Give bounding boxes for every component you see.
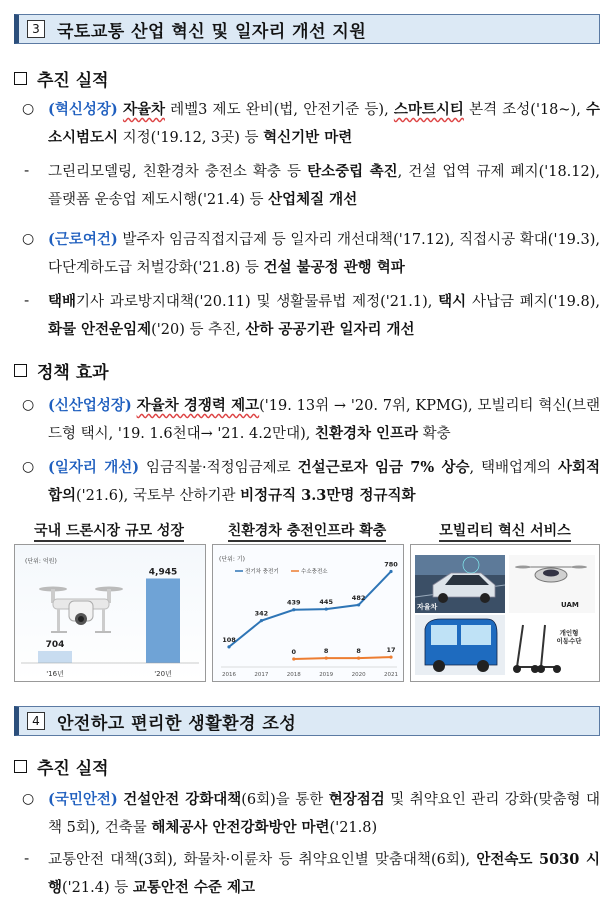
circle-bullet-icon: ○ [22,101,35,117]
ev-panel-title: 친환경차 충전인프라 확충 [212,520,402,540]
text: 레벨3 제도 완비(법, 안전기준 등), [164,102,394,118]
text: 친환경차 인프라 [314,425,419,442]
text: , 건설 업역 규제 폐지('18.12), 플랫폼 운송업 제도시행('21.4) 등 [48,164,601,208]
ev-point-label: 342 [254,609,269,618]
mobility-label-car: 자율차 [417,603,438,611]
ev-point [389,570,392,573]
text: 자율차 [122,101,165,118]
ev-point [357,657,360,660]
text: ('21.6), 국토부 산하기관 [76,488,241,504]
text: ('20) 등 추진, [151,322,246,338]
text: 사회적 합의 [48,459,600,504]
dash-bullet: - [24,163,30,179]
ev-x-tick: 2019 [319,672,334,678]
ev-point-label: 445 [319,598,333,607]
text: 임금직불·적정임금제로 [139,460,298,476]
ev-point-label: 8 [356,647,361,656]
section-4-title: 안전하고 편리한 생활환경 조성 [57,713,297,734]
text: ('21.4) 등 [62,880,133,896]
text: 안전속도 5030 시행 [48,851,600,896]
square-bullet-icon [14,364,27,377]
subhead-policy-effects [14,358,109,383]
drone-unit-label: (단위: 억원) [25,558,57,565]
section-3-number: 3 [27,20,45,38]
ev-point-label: 482 [351,593,366,602]
text: 교통안전 수준 제고 [132,879,255,896]
paragraph-traffic-safety [22,846,600,902]
ev-point [357,603,360,606]
ev-point-label: 0 [291,648,297,656]
text: (6회)을 통한 [241,792,329,808]
circle-bullet-icon: ○ [22,459,35,475]
text: 지정('19.12, 3곳) 등 [118,130,264,146]
drone-bar [146,578,180,663]
paragraph-public-safety [22,786,600,842]
text: 그린리모델링, 친환경차 충전소 확충 등 [48,164,308,180]
paragraph-jobs-improvement [22,454,600,510]
drone-x-label: '20년 [154,670,172,678]
text: 본격 조성('18~), [463,102,586,118]
subhead-policy-effects-label: 정책 효과 [37,363,109,383]
circle-bullet-icon: ○ [22,231,35,247]
paragraph-new-industry [22,392,600,448]
paragraph-carbon-neutral [22,158,600,214]
ev-point-label: 8 [323,647,329,656]
ev-point-label: 17 [386,646,396,655]
square-bullet-icon [14,760,27,773]
drone-bar-value: 4,945 [148,567,178,578]
text: 탄소중립 촉진 [307,163,398,180]
text: 건설근로자 임금 7% 상승 [297,459,470,476]
text: ('19. 13위 → '20. 7위, KPMG), 모빌리티 혁신(브랜드형 택시, '19. 1.6천대→ '21. 4.2만대), [48,398,600,442]
mobility-label-uam: UAM [561,601,579,609]
text: 현장점검 [328,791,385,808]
drone-bar-chart [15,545,205,681]
text: 기사 과로방지대책('20.11) 및 생활물류법 제정('21.1), [76,294,439,310]
square-bullet-icon [14,72,27,85]
subhead-achievements-4 [14,754,109,779]
mobility-label-pm: 개인형 이동수단 [556,629,582,645]
paragraph-innovation-growth [22,96,600,152]
text: ('21.8) [329,820,378,836]
tag: (혁신성장) [48,101,118,118]
text: 확충 [418,426,451,442]
text: 건설안전 강화대책 [123,791,242,808]
ev-chart-panel [212,544,404,682]
uam-image [509,555,595,613]
subhead-achievements [14,66,109,91]
tag: (신산업성장) [48,397,132,414]
text: 발주자 임금직접지급제 등 일자리 개선대책('17.12), 직접시공 확대('19.3), 다단계하도급 처벌강화('21.8) 등 [48,232,600,276]
ev-unit-label: (단위: 기) [219,556,245,563]
drone-bar [38,651,72,663]
ev-x-tick: 2018 [286,672,301,678]
text: 건설 불공정 관행 혁파 [263,259,405,276]
ev-point [292,657,295,660]
ev-point [325,657,328,660]
text: 교통안전 대책(3회), 화물차·이륜차 등 취약요인별 맞춤대책(6회), [48,852,477,868]
dash-bullet: - [24,851,30,867]
tag: (일자리 개선) [48,459,140,476]
ev-legend-label: 전기차 충전기 [245,569,279,575]
ev-point-label: 780 [384,560,398,569]
text: , 택배업계의 [469,460,558,476]
mobility-panel [410,544,600,682]
text: 비정규직 3.3만명 정규직화 [240,487,416,504]
ev-x-tick: 2020 [351,672,366,678]
drone-chart-panel [14,544,206,682]
dash-bullet: - [24,293,30,309]
section-3-title: 국토교통 산업 혁신 및 일자리 개선 지원 [57,21,367,42]
tag: (근로여건) [48,231,118,248]
personal-mobility-image [509,615,595,675]
text: 산하 공공기관 일자리 개선 [245,321,415,338]
ev-point [325,607,328,610]
mobility-illustration [411,545,599,681]
text: 혁신기반 마련 [263,129,353,146]
ev-point [260,619,263,622]
text: 택시 [438,293,467,310]
circle-bullet-icon: ○ [22,791,35,807]
text: 및 취약요인 관리 강화(맞춤형 대책 5회), 건축물 [48,792,600,836]
ev-line-chart [213,545,403,681]
subhead-achievements-label: 추진 실적 [37,71,109,91]
ev-legend-label: 수소충전소 [301,569,328,575]
circle-bullet-icon: ○ [22,397,35,413]
drone-bar-value: 704 [45,639,65,650]
ev-point [389,655,392,658]
paragraph-delivery-taxi [22,288,600,344]
subhead-achievements-4-label: 추진 실적 [37,759,109,779]
text: 사납금 폐지('19.8), [466,294,600,310]
text: 스마트시티 [393,101,464,118]
shuttle-image [415,615,505,675]
drone-panel-title: 국내 드론시장 규모 성장 [14,520,204,540]
section-4-header [14,706,600,736]
section-3-header [14,14,600,44]
text: 택배 [48,293,77,310]
ev-point-label: 108 [222,635,236,644]
paragraph-working-conditions [22,226,600,282]
text: 수소시범도시 [48,101,601,146]
text: 산업체질 개선 [268,191,358,208]
text: 해체공사 안전강화방안 마련 [151,819,330,836]
ev-x-tick: 2021 [384,672,398,678]
drone-x-label: '16년 [46,670,64,678]
ev-point-label: 439 [287,598,301,607]
section-4-number: 4 [27,712,45,730]
ev-point [227,645,230,648]
text: 화물 안전운임제 [48,321,152,338]
ev-x-tick: 2016 [222,672,236,678]
tag: (국민안전) [48,791,118,808]
ev-x-tick: 2017 [254,672,269,678]
mobility-panel-title: 모빌리티 혁신 서비스 [410,520,600,540]
ev-point [292,608,295,611]
text: 자율차 경쟁력 제고 [136,397,260,414]
